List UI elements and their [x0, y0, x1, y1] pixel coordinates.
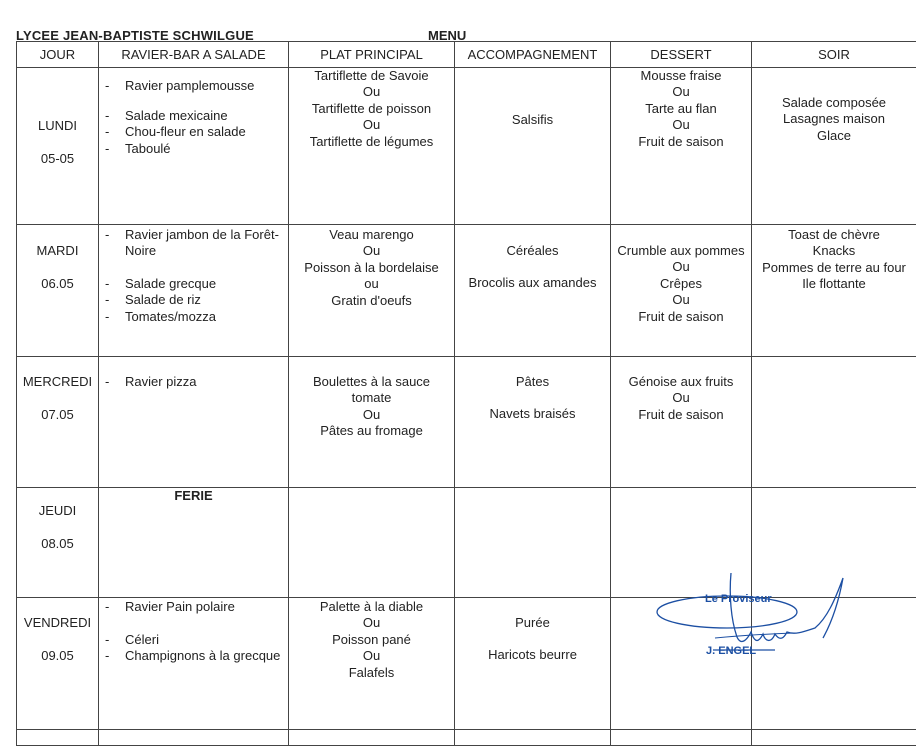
plat-line: Tartiflette de légumes — [289, 134, 454, 150]
column-header-soir: SOIR — [752, 42, 916, 68]
plat-line: Ou — [289, 407, 454, 423]
day-date: 08.05 — [17, 536, 98, 552]
dessert-line: Ou — [611, 259, 751, 275]
signature-name: J. ENGEL — [706, 645, 756, 657]
empty-cell — [289, 730, 455, 746]
column-header-dessert: DESSERT — [611, 42, 752, 68]
starter-item: - Chou-fleur en salade — [99, 124, 288, 140]
plat-line: Ou — [289, 117, 454, 133]
starters-cell — [99, 357, 289, 488]
dessert-line: Ou — [611, 84, 751, 100]
ferie-cell — [99, 488, 289, 598]
day-name: JEUDI — [17, 503, 98, 519]
dessert-line: Ou — [611, 292, 751, 308]
soir-line: Knacks — [752, 243, 916, 259]
plat-line: Palette à la diable — [289, 599, 454, 615]
plat-cell — [289, 225, 455, 357]
starter-item: - Champignons à la grecque — [99, 648, 288, 664]
day-name: LUNDI — [17, 118, 98, 134]
day-cell — [17, 488, 99, 598]
dessert-line: Fruit de saison — [611, 134, 751, 150]
plat-cell — [289, 488, 455, 598]
starter-item: - Salade grecque — [99, 276, 288, 292]
day-name: VENDREDI — [17, 615, 98, 631]
day-date: 06.05 — [17, 276, 98, 292]
plat-cell — [289, 598, 455, 730]
dessert-cell — [611, 357, 752, 488]
school-name: LYCEE JEAN-BAPTISTE SCHWILGUE — [16, 28, 254, 43]
starter-item: - Ravier pamplemousse — [99, 78, 258, 94]
starters-cell — [99, 225, 289, 357]
day-cell — [17, 68, 99, 225]
plat-line: Ou — [289, 243, 454, 259]
plat-line: Pâtes au fromage — [289, 423, 454, 439]
empty-cell — [17, 730, 99, 746]
empty-cell — [99, 730, 289, 746]
column-header-plat: PLAT PRINCIPAL — [289, 42, 455, 68]
soir-cell — [752, 357, 916, 488]
accomp-cell — [455, 488, 611, 598]
starter-item: - Salade mexicaine — [99, 108, 288, 124]
column-header-jour: JOUR — [17, 42, 99, 68]
accomp-line: Pâtes — [455, 374, 610, 390]
accomp-cell — [455, 598, 611, 730]
column-header-accompagnement: ACCOMPAGNEMENT — [455, 42, 611, 68]
menu-title: MENU — [428, 28, 466, 43]
ferie-label: FERIE — [174, 488, 212, 503]
soir-line: Lasagnes maison — [752, 111, 916, 127]
plat-line: Poisson pané — [289, 632, 454, 648]
starter-item: - Ravier jambon de la Forêt-Noire — [99, 227, 288, 260]
plat-cell — [289, 68, 455, 225]
table-row — [17, 68, 916, 225]
soir-line: Salade composée — [752, 95, 916, 111]
accomp-cell — [455, 225, 611, 357]
day-cell — [17, 225, 99, 357]
accomp-line: Haricots beurre — [455, 647, 610, 663]
soir-cell — [752, 225, 916, 357]
day-date: 07.05 — [17, 407, 98, 423]
accomp-cell — [455, 68, 611, 225]
empty-cell — [611, 730, 752, 746]
accomp-line: Céréales — [455, 243, 610, 259]
dessert-line: Fruit de saison — [611, 309, 751, 325]
plat-line: Ou — [289, 648, 454, 664]
dessert-line: Génoise aux fruits — [611, 374, 751, 390]
dessert-line: Crêpes — [611, 276, 751, 292]
dessert-line: Ou — [611, 117, 751, 133]
plat-line: Poisson à la bordelaise — [289, 260, 454, 276]
plat-line: ou — [289, 276, 454, 292]
plat-line: Tartiflette de poisson — [289, 101, 454, 117]
header-row — [17, 42, 916, 68]
accomp-line: Salsifis — [455, 112, 610, 128]
accomp-cell — [455, 357, 611, 488]
soir-line: Toast de chèvre — [752, 227, 916, 243]
dessert-line: Fruit de saison — [611, 407, 751, 423]
accomp-line: Brocolis aux amandes — [455, 275, 610, 291]
dessert-line: Tarte au flan — [611, 101, 751, 117]
dessert-cell — [611, 225, 752, 357]
table-row — [17, 225, 916, 357]
plat-line: Gratin d'oeufs — [289, 293, 454, 309]
day-cell — [17, 598, 99, 730]
starter-item: - Ravier pizza — [99, 374, 288, 390]
starter-item: - Ravier Pain polaire — [99, 599, 288, 615]
table-row — [17, 357, 916, 488]
accomp-line: Purée — [455, 615, 610, 631]
plat-line: Ou — [289, 84, 454, 100]
starters-cell — [99, 68, 289, 225]
table-row — [17, 730, 916, 746]
day-name: MARDI — [17, 243, 98, 259]
soir-cell — [752, 68, 916, 225]
day-cell — [17, 357, 99, 488]
day-date: 09.05 — [17, 648, 98, 664]
plat-line: Boulettes à la sauce tomate — [289, 374, 454, 407]
day-name: MERCREDI — [17, 374, 98, 390]
starter-item: - Céleri — [99, 632, 288, 648]
soir-line: Ile flottante — [752, 276, 916, 292]
starter-item: - Tomates/mozza — [99, 309, 288, 325]
soir-line: Glace — [752, 128, 916, 144]
plat-cell — [289, 357, 455, 488]
dessert-line: Mousse fraise — [611, 68, 751, 84]
plat-line: Ou — [289, 615, 454, 631]
soir-line: Pommes de terre au four — [752, 260, 916, 276]
plat-line: Tartiflette de Savoie — [289, 68, 454, 84]
dessert-line: Ou — [611, 390, 751, 406]
plat-line: Falafels — [289, 665, 454, 681]
signature-scrawl — [730, 573, 843, 641]
day-date: 05-05 — [17, 151, 98, 167]
empty-cell — [752, 730, 916, 746]
accomp-line: Navets braisés — [455, 406, 610, 422]
signature-title: Le Proviseur — [705, 593, 772, 605]
dessert-cell — [611, 68, 752, 225]
column-header-ravier: RAVIER-BAR A SALADE — [99, 42, 289, 68]
plat-line: Veau marengo — [289, 227, 454, 243]
empty-cell — [455, 730, 611, 746]
starter-item: - Taboulé — [99, 141, 288, 157]
starter-item: - Salade de riz — [99, 292, 288, 308]
dessert-line: Crumble aux pommes — [611, 243, 751, 259]
starters-cell — [99, 598, 289, 730]
